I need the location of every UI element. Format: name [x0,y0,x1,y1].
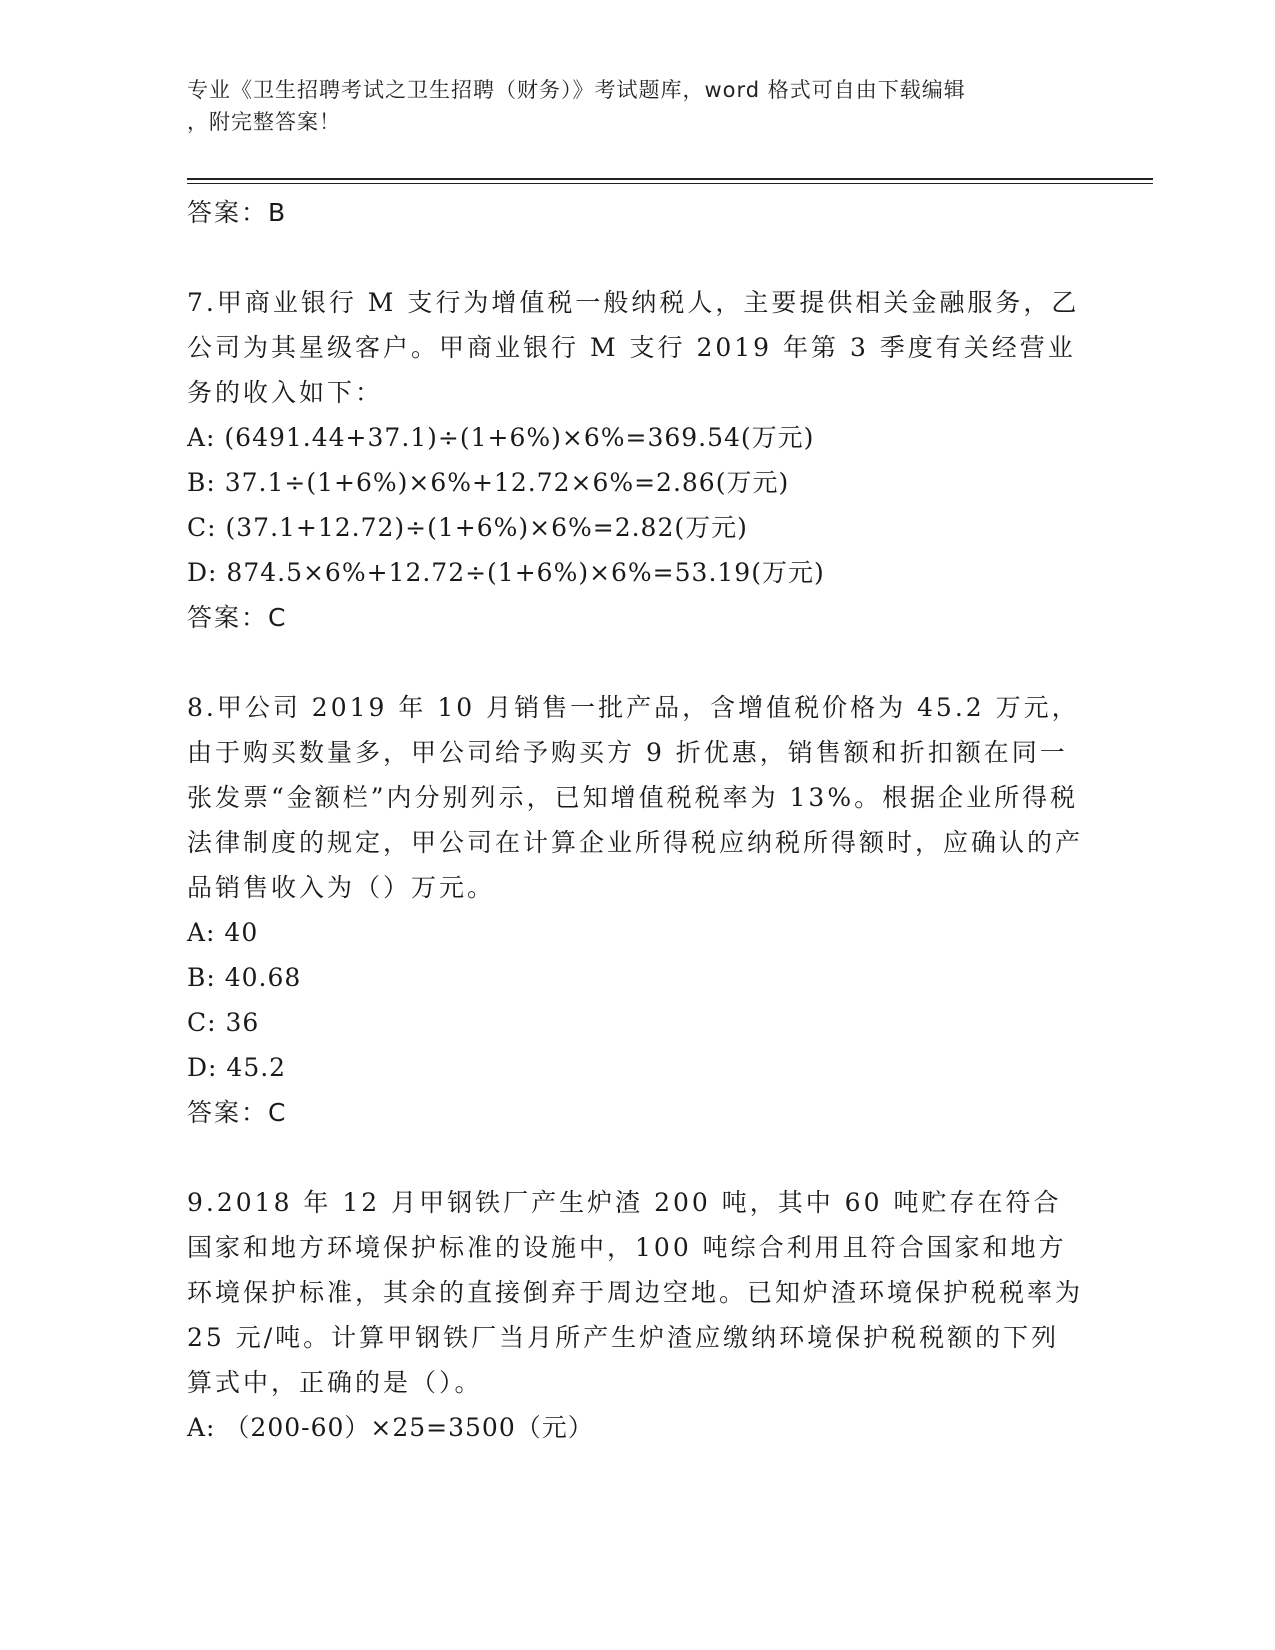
question-9 [187,1180,1087,1450]
header-rule-thin [187,183,1153,184]
question-answer: 答案：C [187,603,288,632]
question-list [187,190,1087,1450]
option-a: A: (6491.44+37.1)÷(1+6%)×6%=369.54(万元) [187,423,815,452]
option-c: C: (37.1+12.72)÷(1+6%)×6%=2.82(万元) [187,513,748,542]
option-a: A: 40 [187,918,259,947]
question-answer: 答案：C [187,1098,288,1127]
header-line-1: 专业《卫生招聘考试之卫生招聘（财务）》考试题库，word 格式可自由下载编辑 [187,78,966,102]
option-d: D: 45.2 [187,1053,287,1082]
question-stem: 9.2018 年 12 月甲钢铁厂产生炉渣 200 吨，其中 60 吨贮存在符合国家和地方环境保护标准的设施中，100 吨综合利用且符合国家和地方环境保护标准，其余的直接倒弃于周边空地。已知炉渣环境保护税税率为 25 元/吨。计算甲钢铁厂当月所产生炉渣应缴纳环境保护税税额的下列算式中，正确的是（）。 [187,1188,1084,1397]
option-b: B: 37.1÷(1+6%)×6%+12.72×6%=2.86(万元) [187,468,790,497]
header-rule-thick [187,178,1153,180]
option-b: B: 40.68 [187,963,302,992]
question-stem: 8.甲公司 2019 年 10 月销售一批产品，含增值税价格为 45.2 万元，由于购买数量多，甲公司给予购买方 9 折优惠，销售额和折扣额在同一张发票“金额栏”内分别列示，已知增值税税率为 13%。根据企业所得税法律制度的规定，甲公司在计算企业所得税应纳税所得额时，应确认的产品销售收入为（）万元。 [187,693,1084,902]
option-a: A: （200-60）×25=3500（元） [187,1413,594,1442]
option-c: C: 36 [187,1008,260,1037]
spacer [187,1135,1087,1180]
question-stem: 7.甲商业银行 M 支行为增值税一般纳税人，主要提供相关金融服务，乙公司为其星级客户。甲商业银行 M 支行 2019 年第 3 季度有关经营业务的收入如下： [187,288,1080,407]
question-8 [187,685,1087,1135]
question-7 [187,280,1087,640]
document-header [187,74,1087,138]
header-line-2: ，附完整答案！ [187,110,341,134]
previous-answer: 答案：B [187,198,288,227]
spacer [187,235,1087,280]
option-d: D: 874.5×6%+12.72÷(1+6%)×6%=53.19(万元) [187,558,825,587]
spacer [187,640,1087,685]
